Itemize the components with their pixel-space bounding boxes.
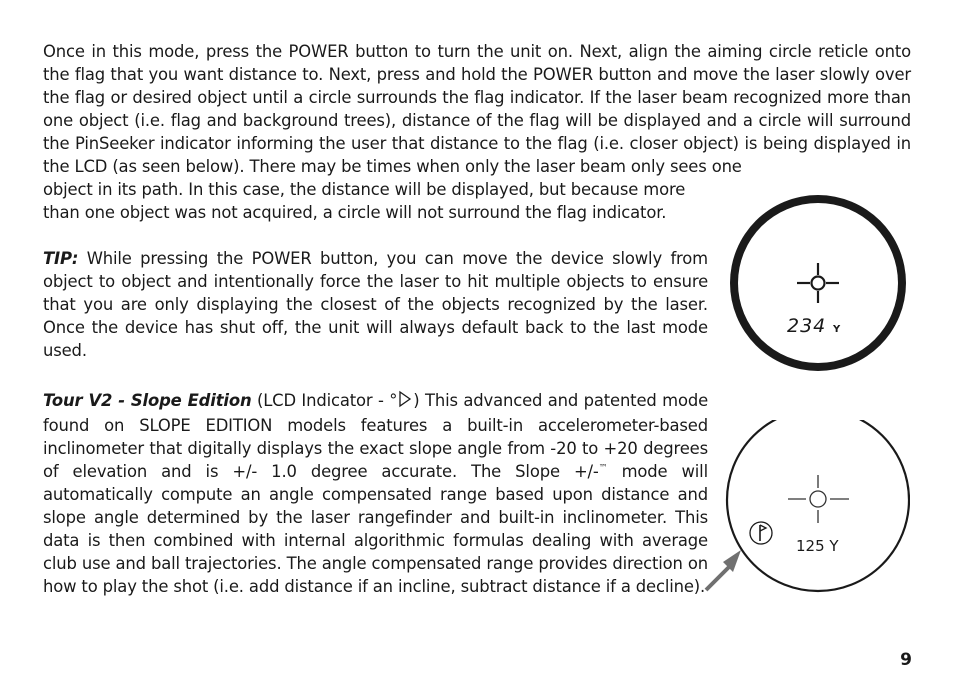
lcd-figure-1 xyxy=(726,186,906,372)
lcd-unit: Y xyxy=(833,324,841,335)
pointer-arrow-icon xyxy=(706,550,741,590)
paragraph-intro: Once in this mode, press the POWER button to turn the unit on. Next, align the aiming circle reticle onto the flag that you want distance to. Next, press and hold the POWER button and move the laser slowly over the flag or desired object until a circle surrounds the flag indicator. If the laser beam recognized more than one object (i.e. flag and background trees), distance of the flag will be displayed and a circle will surround the PinSeeker indicator informing the user that distance to the flag (i.e. closer object) is being displayed in the LCD (as seen below). There may be times when only the laser beam only sees one xyxy=(43,42,911,176)
slope-triangle-icon xyxy=(397,390,413,414)
lcd-distance-readout: 234 xyxy=(787,315,827,337)
tour-v2-label: Tour V2 - Slope Edition xyxy=(43,391,252,410)
tip-label: TIP: xyxy=(43,249,79,268)
tour-v2-post: ) This advanced and patented mode found on SLOPE EDITION models features a built-in accelerometer-based inclinometer that digitally displays the exact slope angle from -20 to +20 degrees of elevation and is +/- 1.0 degree accurate. The Slope +/- xyxy=(43,391,709,481)
trademark-symbol: ™ xyxy=(598,463,608,474)
lcd-inner-screen xyxy=(738,203,898,363)
tour-v2-rest: mode will automatically compute an angle compensated range based upon distance and slope angle determined by the laser rangefinder and built-in inclinometer. This data is then combined with internal algorithmic formulas dealing with average club use and ball trajectories. The angle compensated range provides direction on how to play the shot (i.e. add distance if an incline, subtract distance if a decline). xyxy=(43,462,708,596)
pinseeker-flag-icon xyxy=(750,522,772,544)
page-number: 9 xyxy=(900,650,912,670)
tour-v2-paragraph xyxy=(43,389,708,598)
tour-v2-pre: (LCD Indicator - ° xyxy=(251,391,398,410)
crosshair-icon xyxy=(788,475,849,523)
tip-text: While pressing the POWER button, you can move the device slowly from object to object and intentionally force the laser to hit multiple objects to ensure that you are only displaying the closest of the objects recognized by the laser. Once the device has shut off, the unit will always default back to the last mode used. xyxy=(43,249,708,360)
lcd-figure-2 xyxy=(700,420,910,610)
tip-paragraph xyxy=(43,247,708,362)
lcd-outline xyxy=(727,420,909,591)
paragraph-intro-continued: object in its path. In this case, the distance will be displayed, but because more than one object was not acquired, a circle will not surround the flag indicator. xyxy=(43,180,686,222)
distance-label: 125 Y xyxy=(796,537,839,555)
